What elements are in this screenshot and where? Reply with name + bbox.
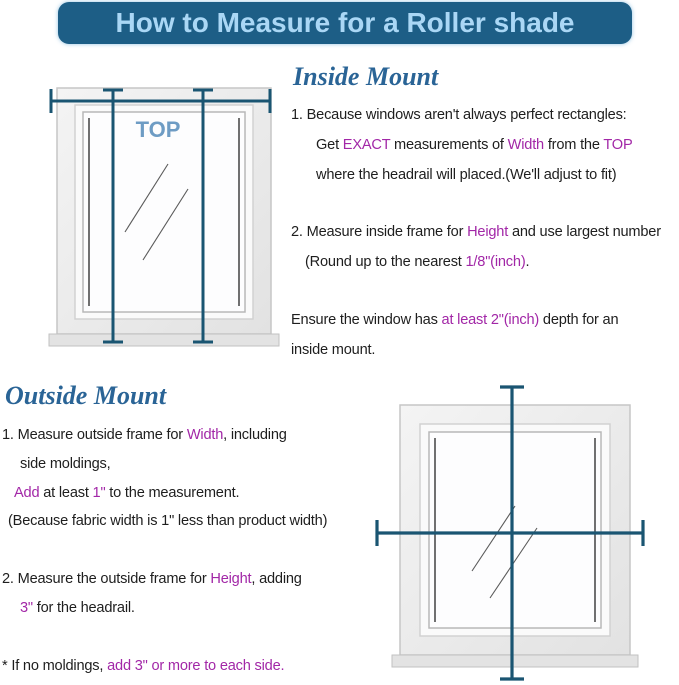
inside-step1-line1: 1. Because windows aren't always perfect rectangles: <box>291 107 627 123</box>
inside-note-line1: Ensure the window has at least 2"(inch) depth for an <box>291 312 619 328</box>
outside-step1-line1: 1. Measure outside frame for Width, including <box>2 427 287 443</box>
window-glass <box>83 112 245 312</box>
inside-mount-heading: Inside Mount <box>293 62 439 91</box>
inside-step1-line2: Get EXACT measurements of Width from the TOP <box>316 137 633 153</box>
outside-mount-heading: Outside Mount <box>5 381 167 410</box>
outside-step1-line2: side moldings, <box>20 456 111 472</box>
header-banner <box>58 2 632 44</box>
window-sill <box>49 334 279 346</box>
page-title: How to Measure for a Roller shade <box>115 7 575 38</box>
inside-step1-line3: where the headrail will placed.(We'll adjust to fit) <box>316 167 617 183</box>
top-label: TOP <box>135 117 181 142</box>
outside-mount-window-illustration <box>372 376 662 685</box>
inside-step2-line2: (Round up to the nearest 1/8"(inch). <box>305 254 530 270</box>
outside-step1-line4: (Because fabric width is 1" less than product width) <box>8 513 328 529</box>
outside-step2-line2: 3" for the headrail. <box>20 600 135 616</box>
inside-note-line2: inside mount. <box>291 342 376 358</box>
window-frame <box>392 405 638 667</box>
outside-step1-line3: Add at least 1" to the measurement. <box>14 485 240 501</box>
inside-mount-window-illustration <box>25 72 285 374</box>
outside-note-line1: * If no moldings, add 3" or more to each side. <box>2 658 285 674</box>
outside-step2-line1: 2. Measure the outside frame for Height, adding <box>2 571 302 587</box>
window-sill <box>392 655 638 667</box>
window-glass <box>429 432 601 628</box>
inside-step2-line1: 2. Measure inside frame for Height and use largest number <box>291 224 661 240</box>
